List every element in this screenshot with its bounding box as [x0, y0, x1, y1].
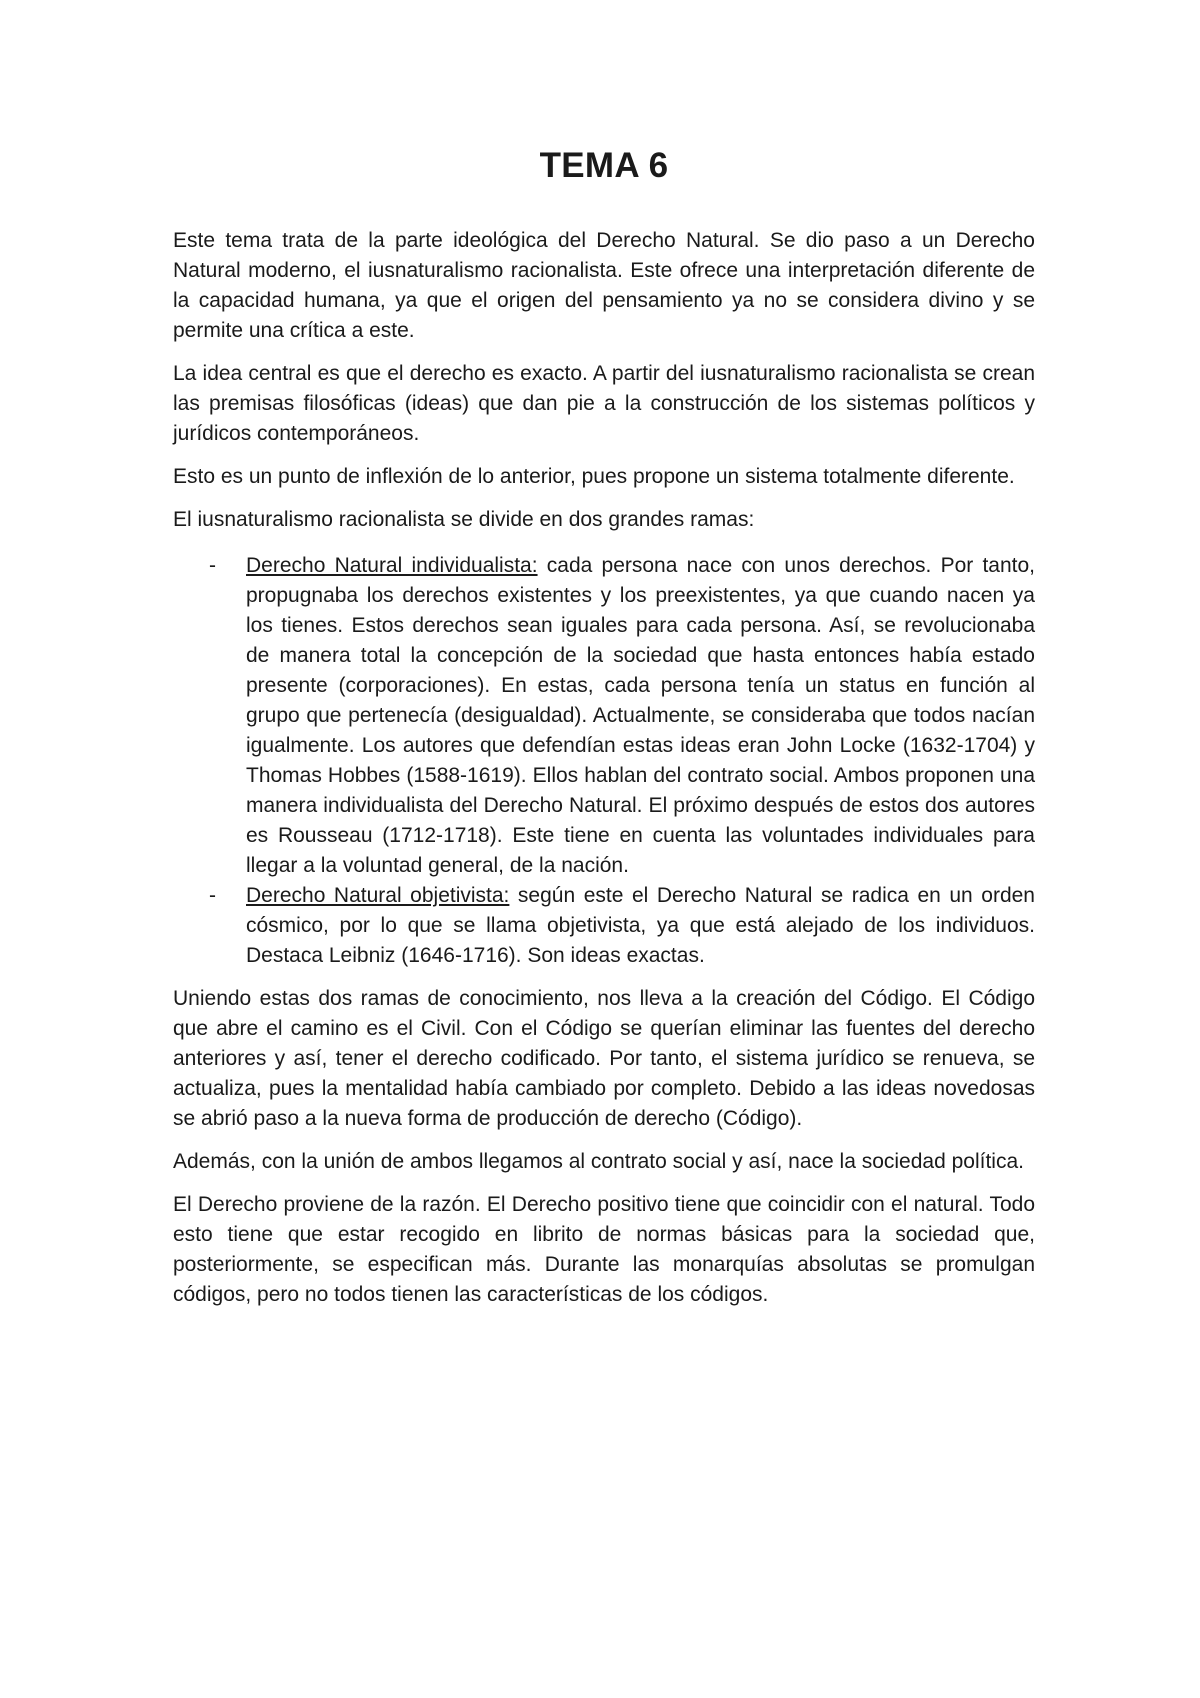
list-bullet: -	[209, 884, 216, 907]
list-item-individualista	[173, 551, 1035, 881]
document-page	[173, 0, 1035, 1323]
term-objetivista: Derecho Natural objetivista:	[246, 884, 510, 907]
document-body	[173, 226, 1035, 1310]
paragraph-contrato-social: Además, con la unión de ambos llegamos al contrato social y así, nace la sociedad política.	[173, 1150, 1024, 1173]
paragraph-derecho-razon: El Derecho proviene de la razón. El Derecho positivo tiene que coincidir con el natural. Todo esto tiene que estar recogido en librito de normas básicas para la sociedad que, posteriormente, se especifican más. Durante las monarquías absolutas se promulgan códigos, pero no todos tienen las características de los códigos.	[173, 1193, 1035, 1306]
paragraph-codigo: Uniendo estas dos ramas de conocimiento, nos lleva a la creación del Código. El Código que abre el camino es el Civil. Con el Código se querían eliminar las fuentes del derecho anteriores y así, tener el derecho codificado. Por tanto, el sistema jurídico se renueva, se actualiza, pues la mentalidad había cambiado por completo. Debido a las ideas novedosas se abrió paso a la nueva forma de producción de derecho (Código).	[173, 987, 1035, 1130]
paragraph-intro: Este tema trata de la parte ideológica del Derecho Natural. Se dio paso a un Derecho Natural moderno, el iusnaturalismo racionalista. Este ofrece una interpretación diferente de la capacidad humana, ya que el origen del pensamiento ya no se considera divino y se permite una crítica a este.	[173, 229, 1035, 342]
term-individualista: Derecho Natural individualista:	[246, 554, 538, 577]
list-bullet: -	[209, 554, 216, 577]
text-individualista: cada persona nace con unos derechos. Por tanto, propugnaba los derechos existentes y los preexistentes, ya que cuando nacen ya los tienes. Estos derechos sean iguales para cada persona. Así, se revolucionaba de manera total la concepción de la sociedad que hasta entonces había estado presente (corporaciones). En estas, cada persona tenía un status en función al grupo que pertenecía (desigualdad). Actualmente, se consideraba que todos nacían igualmente. Los autores que defendían estas ideas eran John Locke (1632-1704) y Thomas Hobbes (1588-1619). Ellos hablan del contrato social. Ambos proponen una manera individualista del Derecho Natural. El próximo después de estos dos autores es Rousseau (1712-1718). Este tiene en cuenta las voluntades individuales para llegar a la voluntad general, de la nación.	[246, 554, 1036, 877]
document-title: TEMA 6	[539, 146, 669, 185]
text-objetivista: según este el Derecho Natural se radica en un orden cósmico, por lo que se llama objetivista, ya que está alejado de los individuos. Destaca Leibniz (1646-1716). Son ideas exactas.	[246, 884, 1035, 967]
paragraph-branches-intro: El iusnaturalismo racionalista se divide en dos grandes ramas:	[173, 508, 755, 531]
list-item-objetivista	[173, 881, 1035, 971]
branches-list	[173, 551, 1035, 971]
paragraph-central-idea: La idea central es que el derecho es exacto. A partir del iusnaturalismo racionalista se crean las premisas filosóficas (ideas) que dan pie a la construcción de los sistemas políticos y jurídicos contemporáneos.	[173, 362, 1035, 445]
paragraph-turning-point: Esto es un punto de inflexión de lo anterior, pues propone un sistema totalmente diferente.	[173, 465, 1015, 488]
